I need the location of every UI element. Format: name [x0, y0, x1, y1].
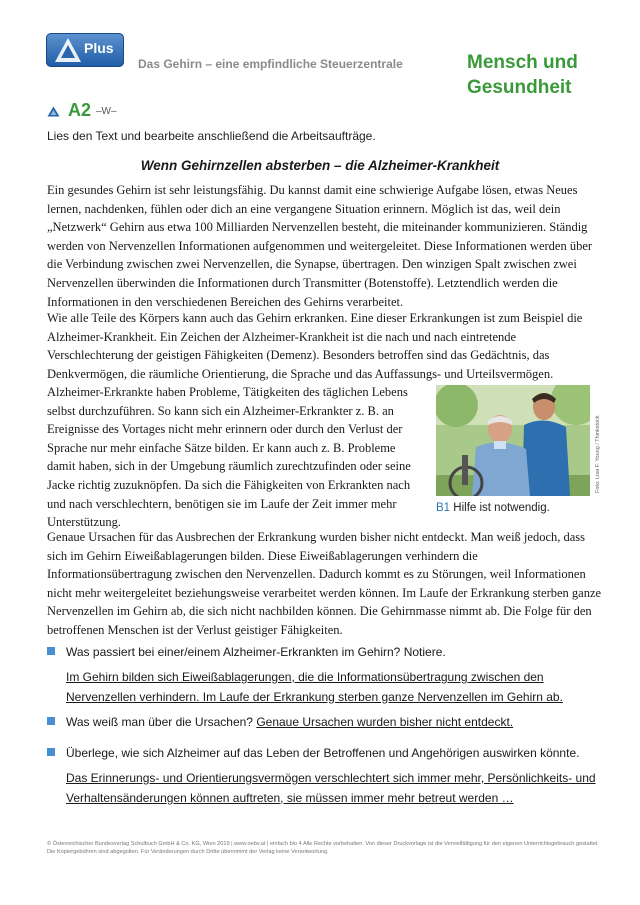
answer-2: Genaue Ursachen wurden bisher nicht entdeckt.	[256, 715, 514, 729]
caption-text: Hilfe ist notwendig.	[453, 502, 550, 514]
article-paragraph-3: Alzheimer-Erkrankte haben Probleme, Tätigkeiten des täglichen Lebens selbst durchzuführen. So kann sich ein Alzheimer-Erkrankter z. B. an Ereignisse des Vortages nicht mehr erinnern oder durch den Verlust der Sprache nur mehr einfache Sätze bilden. Er kann auch z. B. Probleme damit haben, sich in der Umgebung räumlich zurechtzufinden oder seine Jacke richtig zuzuknöpfen. Da sich die Fähigkeiten von Erkrankten nach und nach verschlechtern, benötigen sie im Laufe der Zeit immer mehr Unterstützung.	[47, 385, 411, 530]
article-paragraph-1: Ein gesundes Gehirn ist sehr leistungsfähig. Du kannst damit eine schwierige Aufgabe lösen, etwas Neues lernen, nachdenken, fühlen oder dich an eine vergangene Situation erinnern. Möglich ist das, weil dein „Netzwerk“ Gehirn aus etwa 100 Milliarden Nervenzellen besteht, die miteinander kommunizieren. Ständig werden von Nervenzellen Informationen aufgenommen und weitergeleitet. Diese Informationen werden über die Verbindung zwischen zwei Nervenzellen, die Synapse, übertragen. Den winzigen Spalt zwischen zwei Nervenzellen überwinden die Informationen durch Transmitter (Botenstoffe). Letztendlich werden die Informationen in den verschiedenen Bereichen des Gehirns verarbeitet.	[47, 183, 593, 309]
article-paragraph-2: Wie alle Teile des Körpers kann auch das Gehirn erkranken. Eine dieser Erkrankungen ist zum Beispiel die Alzheimer-Krankheit. Ein Zeichen der Alzheimer-Krankheit ist die nach und nach eintretende Verschlechterung der geistigen Fähigkeiten (Demenz). Besonders betroffen sind das Gedächtnis, das Denkvermögen, die räumliche Orientierung, die Sprache und das Auffassungs- und Urteilsvermögen.	[47, 311, 583, 381]
figure-caption	[436, 502, 550, 514]
question-1-text: Was passiert bei einer/einem Alzheimer-Erkrankten im Gehirn? Notiere.	[66, 645, 446, 659]
logo-text: Plus	[84, 40, 114, 56]
bullet-square-icon	[47, 748, 55, 756]
subject-title: Mensch und Gesundheit	[467, 52, 578, 98]
answer-3: Das Erinnerungs- und Orientierungsvermögen verschlechtert sich immer mehr, Persönlichkeits- und Verhaltensänderungen können auftreten, sie müssen immer mehr betreut werden …	[66, 771, 596, 805]
article-paragraph-4: Genaue Ursachen für das Ausbrechen der Erkrankung wurden bisher nicht entdeckt. Man weiß jedoch, dass sich im Gehirn Eiweißablagerungen bilden. Diese Eiweißablagerungen verhindern die Informationsübertragung zwischen den Nervenzellen. Dadurch kommt es zu Störungen, weil Informationen nicht mehr weitergeleitet beziehungsweise verarbeitet werden können. Im Laufe der Erkrankung sterben ganze Nervenzellen im Gehirn ab, die sich nicht nachbilden können. Die Gehirnmasse nimmt ab. Die Folge für den betroffenen Menschen ist der Verlust geistiger Fähigkeiten.	[47, 530, 602, 637]
caregiver-photo	[436, 385, 590, 496]
plus-logo	[46, 33, 124, 67]
bullet-square-icon	[47, 717, 55, 725]
copyright-footer: © Österreichischer Bundesverlag Schulbuch GmbH & Co. KG, Wien 2019 | www.oebv.at | einfach bio 4 Alle Rechte vorbehalten. Von dieser Druckvorlage ist die Vervielfältigung für den eigenen Unterrichtsgebrauch gestattet. Die Kopiergebühren sind abgegolten. Für Veränderungen durch Dritte übernimmt der Verlag keine Verantwortung.	[47, 841, 599, 856]
question-2-text: Was weiß man über die Ursachen?	[66, 715, 253, 729]
question-3-text: Überlege, wie sich Alzheimer auf das Leben der Betroffenen und Angehörigen auswirken könnte.	[66, 746, 580, 760]
triangle-logo-icon	[54, 37, 82, 63]
answer-1: Im Gehirn bilden sich Eiweißablagerungen, die die Informationsübertragung zwischen den Nervenzellen verhindern. Im Laufe der Erkrankung sterben ganze Nervenzellen im Gehirn ab.	[66, 670, 563, 704]
task-instruction: Lies den Text und bearbeite anschließend die Arbeitsaufträge.	[47, 129, 376, 143]
photo-credit: Foto: Lisa F. Young / Thinkstock	[595, 415, 601, 493]
bullet-square-icon	[47, 647, 55, 655]
worksheet-title: Das Gehirn – eine empfindliche Steuerzentrale	[138, 57, 403, 71]
figure-number: B1	[436, 502, 451, 514]
article-title: Wenn Gehirnzellen absterben – die Alzheimer-Krankheit	[140, 158, 500, 173]
task-number: A2	[68, 100, 92, 120]
task-type: –W–	[96, 106, 117, 117]
level-triangle-icon	[47, 106, 60, 117]
